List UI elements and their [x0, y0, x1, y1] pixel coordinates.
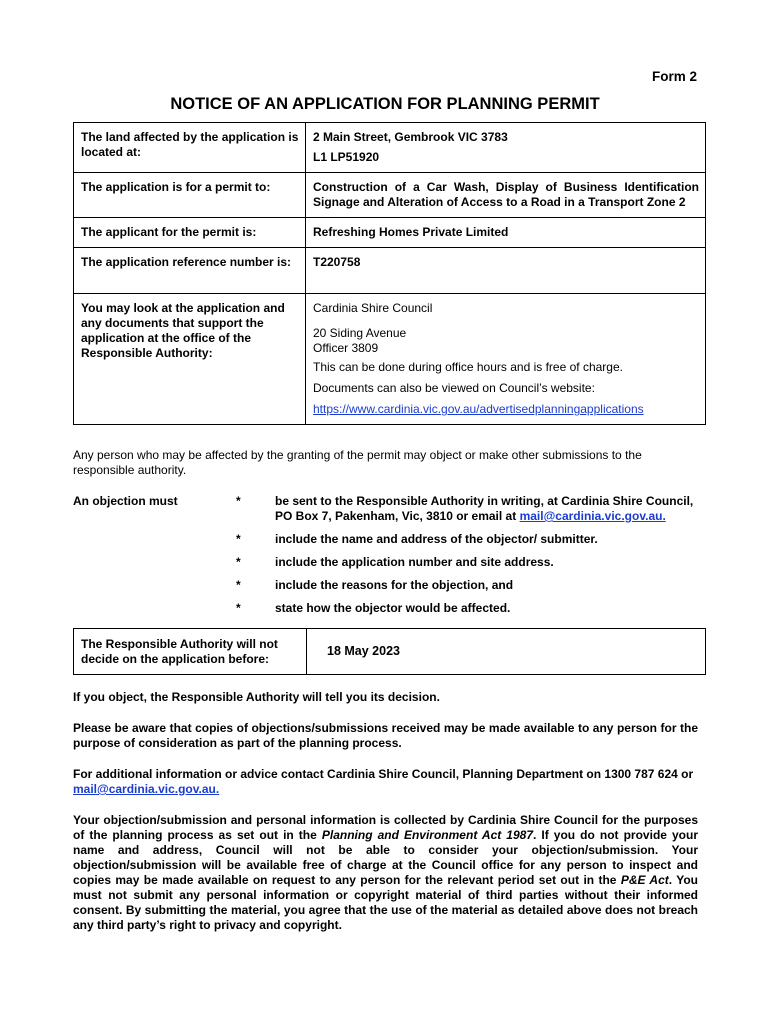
reference-value: T220758 [306, 248, 706, 294]
contact-paragraph [73, 767, 698, 797]
objection-item-1-text: be sent to the Responsible Authority in writing, at Cardinia Shire Council, PO Box 7, Pakenham, Vic, 3810 or email at [275, 494, 694, 523]
council-town: Officer 3809 [313, 341, 379, 355]
decision-label: The Responsible Authority will not decide on the application before: [74, 629, 307, 675]
list-item [73, 494, 703, 524]
copies-note: Please be aware that copies of objections/submissions received may be made available to any person for the purpose of consideration as part of the planning process. [73, 721, 698, 750]
form-number: Form 2 [651, 69, 697, 84]
objection-item-5: state how the objector would be affected. [275, 601, 511, 615]
objection-email-link[interactable]: mail@cardinia.vic.gov.au. [519, 509, 666, 523]
table-row [74, 173, 706, 218]
land-lot: L1 LP51920 [313, 150, 380, 164]
table-row [74, 218, 706, 248]
contact-text: For additional information or advice contact Cardinia Shire Council, Planning Department on 1300 787 624 or [73, 767, 694, 781]
decision-note: If you object, the Responsible Authority will tell you its decision. [73, 690, 440, 704]
objection-item-1 [275, 494, 703, 524]
objection-item-3: include the application number and site address. [275, 555, 554, 569]
table-row [74, 123, 706, 173]
decision-date-table [73, 628, 706, 675]
bullet: * [236, 494, 241, 508]
council-street: 20 Siding Avenue [313, 326, 407, 340]
table-row [74, 294, 706, 425]
bullet: * [236, 532, 241, 546]
land-address: 2 Main Street, Gembrook VIC 3783 [313, 130, 508, 144]
bullet: * [236, 601, 241, 615]
office-hours-note: This can be done during office hours and is free of charge. [313, 360, 623, 374]
page-title: NOTICE OF AN APPLICATION FOR PLANNING PERMIT [170, 95, 600, 113]
applicant-value: Refreshing Homes Private Limited [306, 218, 706, 248]
list-item [73, 601, 703, 616]
table-row [74, 248, 706, 294]
council-name: Cardinia Shire Council [313, 301, 433, 315]
privacy-part-3: . You must not submit any personal information or copyright material of third parties without their informed consent. By submitting the material, you agree that the use of the material as detailed above does not breach any third party’s right to privacy and copyright. [73, 873, 698, 932]
privacy-part-2: . If you do not provide your name and address, Council will not be able to consider your objection/submission. Your objection/submission will be available free of charge at the Council office for any person to inspect and copies may be made available on request to any person for the relevant period set out in the [73, 828, 699, 887]
reference-label: The application reference number is: [74, 248, 306, 294]
objection-requirements [73, 494, 703, 624]
table-row [74, 629, 706, 675]
objection-item-2: include the name and address of the objector/ submitter. [275, 532, 598, 546]
contact-email-link[interactable]: mail@cardinia.vic.gov.au. [73, 782, 220, 796]
objection-label: An objection must [73, 494, 178, 508]
inspect-label: You may look at the application and any documents that support the application at the office of the Responsible Authority: [74, 294, 306, 425]
website-link[interactable]: https://www.cardinia.vic.gov.au/advertisedplanningapplications [313, 402, 644, 416]
privacy-paragraph [73, 813, 698, 933]
purpose-label: The application is for a permit to: [74, 173, 306, 218]
bullet: * [236, 555, 241, 569]
land-label: The land affected by the application is located at: [74, 123, 306, 173]
applicant-label: The applicant for the permit is: [74, 218, 306, 248]
privacy-part-1: Your objection/submission and personal information is collected by Cardinia Shire Council for the purposes of the planning process as set out in the [73, 813, 698, 842]
list-item [73, 578, 703, 593]
affected-paragraph: Any person who may be affected by the granting of the permit may object or make other submissions to the responsible authority. [73, 448, 642, 477]
act-name: Planning and Environment Act 1987 [321, 828, 534, 842]
list-item [73, 532, 703, 547]
inspect-value [306, 294, 706, 425]
decision-date: 18 May 2023 [307, 629, 706, 675]
land-value [306, 123, 706, 173]
act-short-name: P&E Act [620, 873, 669, 887]
application-details-table [73, 122, 706, 425]
objection-item-4: include the reasons for the objection, and [275, 578, 514, 592]
purpose-value: Construction of a Car Wash, Display of Business Identification Signage and Alteration of Access to a Road in a Transport Zone 2 [306, 173, 706, 218]
bullet: * [236, 578, 241, 592]
website-note: Documents can also be viewed on Council’s website: [313, 381, 595, 395]
list-item [73, 555, 703, 570]
